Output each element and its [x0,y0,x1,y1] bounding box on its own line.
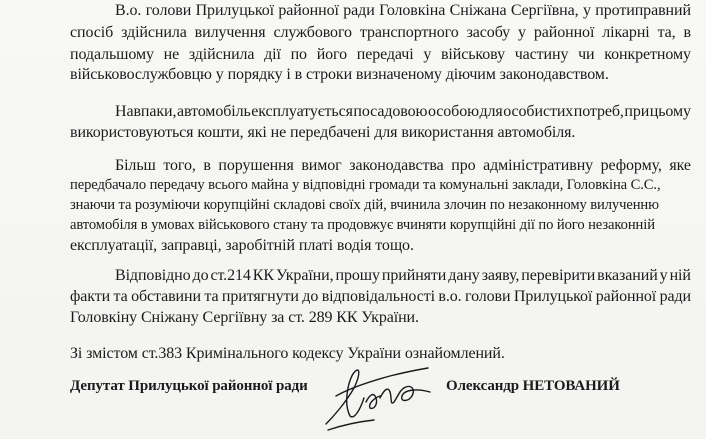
paragraph-line: Зі змістом ст.383 Кримінального кодексу України ознайомлений. [70,345,505,362]
word: службового [273,24,352,41]
word: для [479,103,503,120]
word: голови [465,288,511,305]
word: військову [440,46,505,63]
paragraph-line [70,288,691,306]
paragraph-line: експлуатації, заправці, заробітній платі водія тощо. [70,237,414,254]
word: вимог [301,157,342,174]
word: районної [595,288,657,305]
word: ради [659,288,691,305]
word: того, [163,157,196,174]
word: здійснила [121,24,187,41]
word: ній [669,267,691,284]
word: Навпаки, [115,103,177,120]
paragraph-line [115,267,691,285]
paragraph-line: знаючи та розуміючи корупційні складові своїх дій, вчинила злочин по незаконному вилученню [70,197,659,213]
word: адміністративну [483,157,594,174]
word: порушення [218,157,294,174]
word: голови [145,2,192,19]
word: цьому [649,103,691,120]
word: експлуатується [251,103,353,120]
word: подальшому [70,46,154,63]
word: в [203,157,211,174]
word: Прилуцької [195,2,274,19]
word: у [659,267,668,284]
word: та, [657,24,676,41]
word: дану [448,267,480,284]
word: автомобіль [176,103,251,120]
word: у [423,46,432,63]
paragraph-line: військовослужбовцю у порядку і в строки визначеному діючим законодавством. [70,66,609,83]
word: спосіб [70,24,114,41]
word: посадовою [353,103,428,120]
handwritten-signature [320,358,440,434]
word: лікарні [602,24,650,41]
word: потреб, [573,103,624,120]
word: КК [252,267,274,284]
word: реформу, [600,157,662,174]
word: його [316,46,348,63]
word: здійснила [188,46,255,63]
word: В.о. [115,2,142,19]
word: та [113,288,128,305]
word: особою [427,103,479,120]
word: відповідальності [321,288,435,305]
word: при [624,103,650,120]
paragraph-line: передбачало передачу всього майна у відповідні громади та комунальні заклади, Головкіна С.С., [70,177,661,193]
word: про [451,157,476,174]
word: протиправний [595,2,691,19]
word: не [163,46,180,63]
paragraph-line: автомобіля в умовах військового стану та продовжує вчиняти корупційні дії по його незаконній [70,217,655,233]
word: до [302,288,319,305]
word: та [204,288,219,305]
word: по [290,46,307,63]
word: особистих [503,103,574,120]
word: України, [275,267,334,284]
word: прошу [335,267,380,284]
word: Головкіна [379,2,446,19]
word: до [192,267,209,284]
word: перевірити [521,267,596,284]
word: ради [343,2,375,19]
word: яке [669,157,691,174]
word: вказаний [597,267,658,284]
word: обставини [131,288,201,305]
word: передачі [356,46,414,63]
paragraph-line [115,157,691,175]
signatory-name: Олександр НЕТОВАНИЙ [446,378,620,394]
word: районної [278,2,339,19]
word: прийняти [381,267,447,284]
paragraph-line [115,2,691,20]
word: Відповідно [115,267,191,284]
word: конкретному [604,46,691,63]
word: засобу [466,24,511,41]
word: заяву, [481,267,520,284]
word: ст.214 [210,267,251,284]
word: законодавства [349,157,444,174]
word: Сніжана [449,2,507,19]
paragraph-line [70,24,691,42]
signatory-position: Депутат Прилуцької районної ради [70,378,308,394]
paragraph-line [115,103,691,121]
word: факти [70,288,111,305]
word: Прилуцької [513,288,593,305]
word: у [518,24,526,41]
word: транспортного [359,24,459,41]
word: в [683,24,691,41]
word: дії [264,46,281,63]
word: чи [578,46,595,63]
paragraph-line: використовуються кошти, які не передбачені для використання автомобіля. [70,124,576,141]
word: частину [514,46,569,63]
word: вилучення [194,24,266,41]
word: районної [533,24,595,41]
word: Сергіївна, [510,2,579,19]
word: Більш [115,157,156,174]
paragraph-line: Головкіну Сніжану Сергіївну за ст. 289 КК України. [70,309,419,326]
paragraph-line [70,46,691,64]
word: в.о. [438,288,462,305]
word: притягнути [221,288,299,305]
word: у [582,2,591,19]
